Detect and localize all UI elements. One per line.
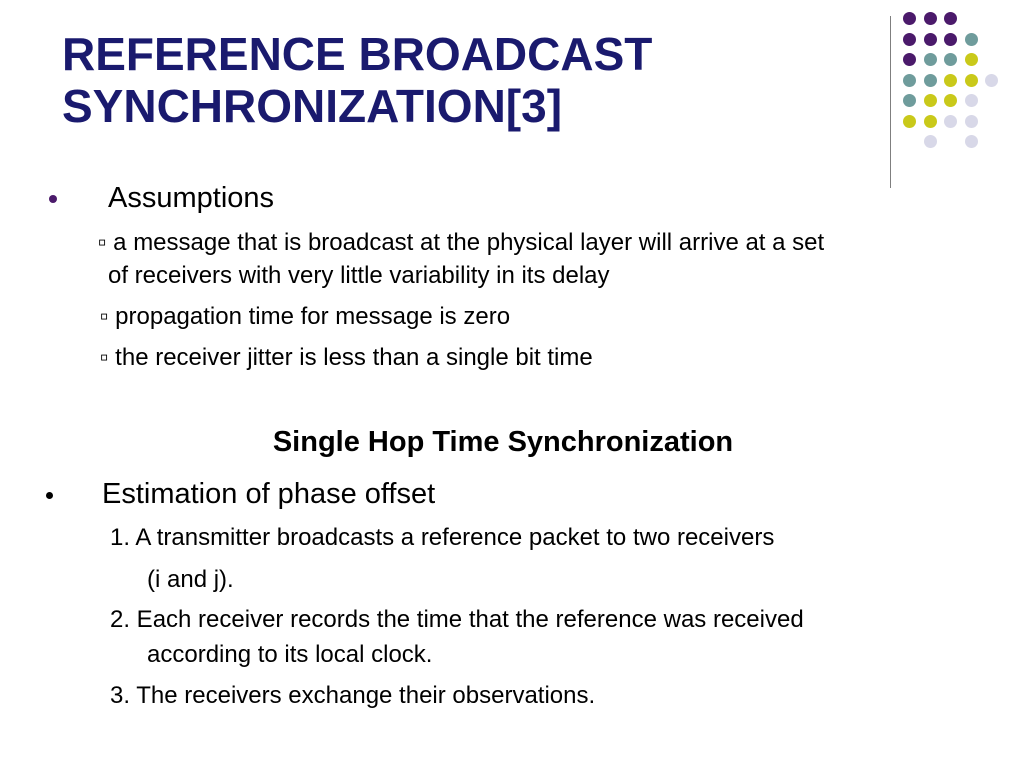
decorative-dot [965, 53, 978, 66]
bullet-dot [46, 492, 53, 499]
step-1-line2: (i and j). [147, 566, 234, 593]
decorative-dot [985, 74, 998, 87]
decorative-dot [965, 74, 978, 87]
decorative-dot [944, 94, 957, 107]
title-line-1: REFERENCE BROADCAST [62, 28, 653, 80]
sub-bullet-broadcast-line2: of receivers with very little variability in its delay [108, 262, 610, 289]
step-2-line2: according to its local clock. [147, 641, 433, 668]
decorative-dot [903, 33, 916, 46]
bullet-phase-offset: Estimation of phase offset [102, 478, 436, 510]
bullet-assumptions: Assumptions [108, 182, 275, 214]
decorative-dot [903, 53, 916, 66]
decorative-dot [924, 53, 937, 66]
decorative-dot [965, 33, 978, 46]
slide-title [62, 28, 862, 132]
decorative-dot [965, 115, 978, 128]
decorative-dot [924, 135, 937, 148]
decorative-dot [924, 12, 937, 25]
section-heading: Single Hop Time Synchronization [272, 426, 734, 458]
vertical-divider [890, 16, 891, 188]
decorative-dot [944, 12, 957, 25]
decorative-dot [924, 115, 937, 128]
decorative-dot [924, 74, 937, 87]
decorative-dot-grid [903, 12, 1013, 172]
decorative-dot [944, 115, 957, 128]
decorative-dot [965, 135, 978, 148]
sub-bullet-propagation: ▫ propagation time for message is zero [100, 303, 511, 330]
decorative-dot [924, 33, 937, 46]
step-3: 3. The receivers exchange their observations. [110, 682, 596, 709]
decorative-dot [903, 94, 916, 107]
step-1-line1: 1. A transmitter broadcasts a reference packet to two receivers [110, 524, 775, 551]
bullet-dot [49, 195, 57, 203]
decorative-dot [944, 74, 957, 87]
decorative-dot [903, 74, 916, 87]
decorative-dot [903, 115, 916, 128]
sub-bullet-broadcast-line1: ▫ a message that is broadcast at the physical layer will arrive at a set [98, 229, 825, 256]
decorative-dot [965, 94, 978, 107]
decorative-dot [944, 33, 957, 46]
decorative-dot [944, 53, 957, 66]
decorative-dot [903, 12, 916, 25]
decorative-dot [924, 94, 937, 107]
sub-bullet-jitter: ▫ the receiver jitter is less than a single bit time [100, 344, 593, 371]
title-line-2: SYNCHRONIZATION[3] [62, 80, 563, 132]
step-2-line1: 2. Each receiver records the time that the reference was received [110, 606, 804, 633]
